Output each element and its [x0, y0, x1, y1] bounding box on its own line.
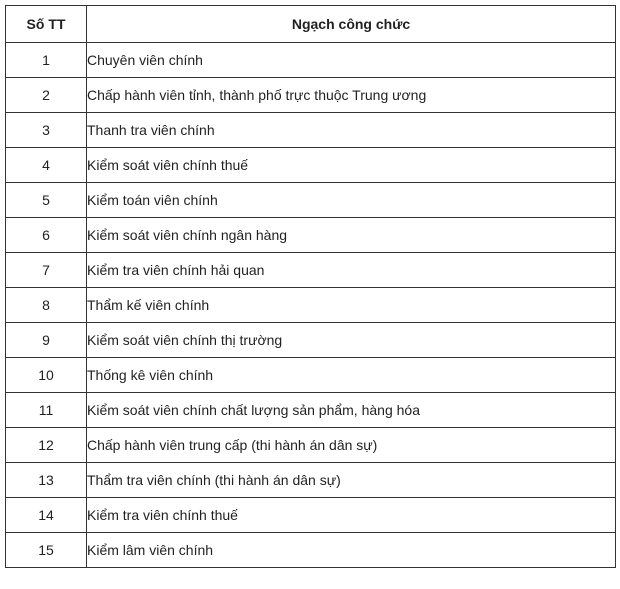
row-grade-name: Chuyên viên chính [87, 43, 616, 78]
table-row [6, 428, 616, 463]
row-number: 13 [6, 463, 87, 498]
row-grade-name: Kiểm soát viên chính thuế [87, 148, 616, 183]
row-number: 15 [6, 533, 87, 568]
table-row [6, 148, 616, 183]
row-number: 2 [6, 78, 87, 113]
row-number: 3 [6, 113, 87, 148]
civil-service-grade-table [5, 5, 616, 568]
table-row [6, 288, 616, 323]
table-row [6, 498, 616, 533]
table-row [6, 393, 616, 428]
row-grade-name: Chấp hành viên trung cấp (thi hành án dân sự) [87, 428, 616, 463]
row-grade-name: Thanh tra viên chính [87, 113, 616, 148]
header-number: Số TT [6, 6, 87, 43]
row-grade-name: Kiểm soát viên chính chất lượng sản phẩm, hàng hóa [87, 393, 616, 428]
row-grade-name: Kiểm lâm viên chính [87, 533, 616, 568]
row-number: 1 [6, 43, 87, 78]
table-row [6, 43, 616, 78]
row-number: 7 [6, 253, 87, 288]
row-number: 9 [6, 323, 87, 358]
row-grade-name: Chấp hành viên tỉnh, thành phố trực thuộc Trung ương [87, 78, 616, 113]
table-row [6, 78, 616, 113]
table-row [6, 218, 616, 253]
row-grade-name: Thống kê viên chính [87, 358, 616, 393]
header-grade-name: Ngạch công chức [87, 6, 616, 43]
row-grade-name: Kiểm soát viên chính thị trường [87, 323, 616, 358]
table-row [6, 183, 616, 218]
row-number: 14 [6, 498, 87, 533]
row-grade-name: Kiểm toán viên chính [87, 183, 616, 218]
table-row [6, 463, 616, 498]
table-row [6, 323, 616, 358]
table-row [6, 533, 616, 568]
row-grade-name: Kiểm soát viên chính ngân hàng [87, 218, 616, 253]
table-row [6, 358, 616, 393]
row-grade-name: Thẩm kế viên chính [87, 288, 616, 323]
row-grade-name: Thẩm tra viên chính (thi hành án dân sự) [87, 463, 616, 498]
table-row [6, 253, 616, 288]
table-row [6, 113, 616, 148]
row-grade-name: Kiểm tra viên chính thuế [87, 498, 616, 533]
row-grade-name: Kiểm tra viên chính hải quan [87, 253, 616, 288]
row-number: 10 [6, 358, 87, 393]
table-header-row [6, 6, 616, 43]
row-number: 5 [6, 183, 87, 218]
row-number: 6 [6, 218, 87, 253]
row-number: 4 [6, 148, 87, 183]
row-number: 12 [6, 428, 87, 463]
row-number: 8 [6, 288, 87, 323]
row-number: 11 [6, 393, 87, 428]
